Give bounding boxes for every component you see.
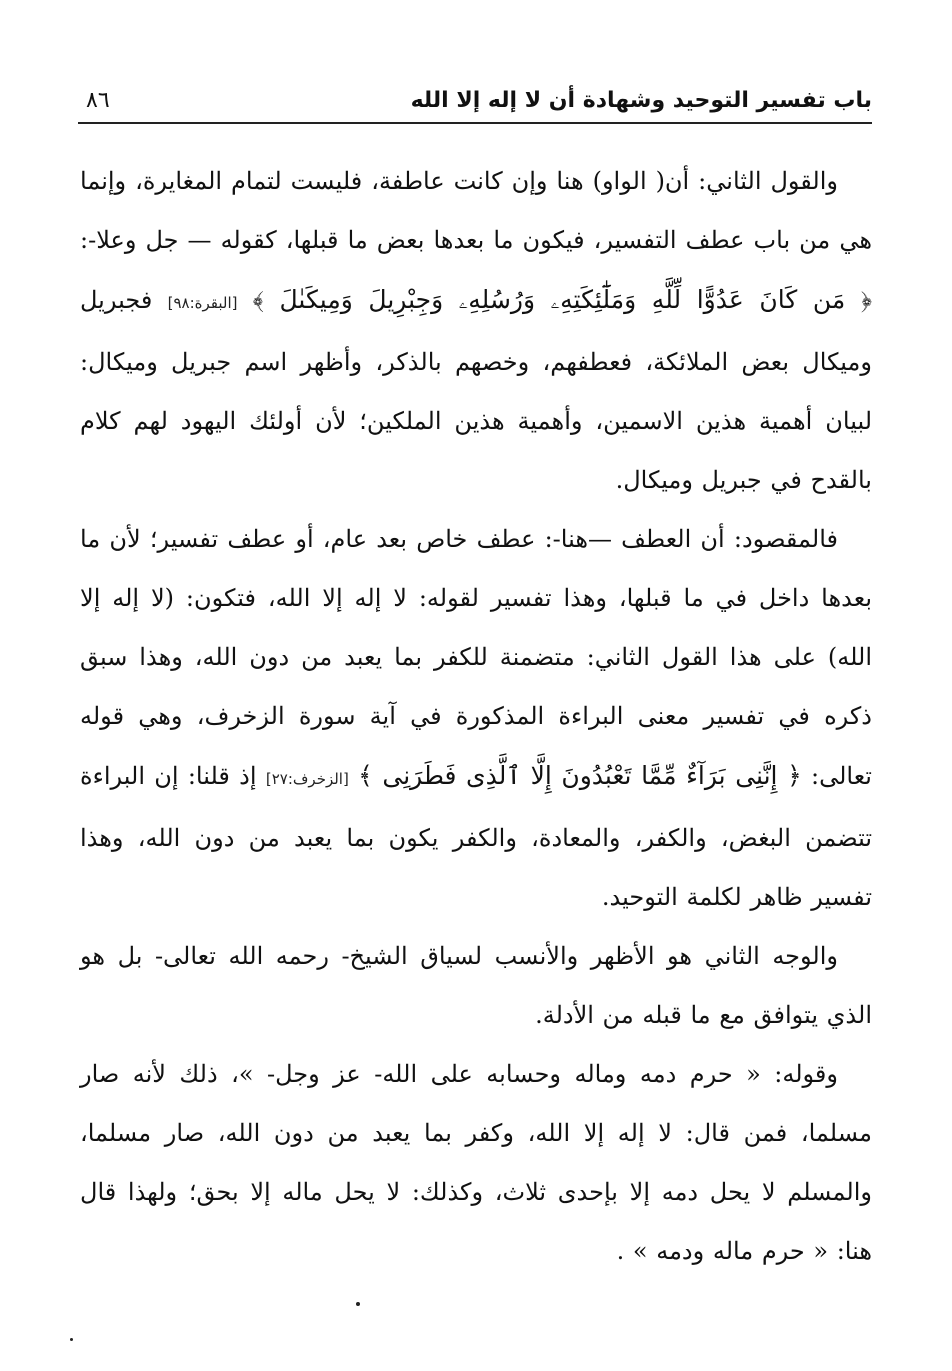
running-header [78, 84, 872, 124]
verse-reference: [البقرة:٩٨] [167, 294, 238, 312]
header-divider [78, 122, 872, 124]
quran-verse-baqarah: ﴿ مَن كَانَ عَدُوًّا لِّلَّهِ وَمَلَٰٓئِكَتِهِۦ وَرُسُلِهِۦ وَجِبْرِيلَ وَمِيكَىٰلَ ﴾ [252, 285, 872, 314]
paragraph-1-text: والقول الثاني: أن( الواو) هنا وإن كانت عاطفة، فليست لتمام المغايرة، وإنما هي من باب عطف التفسير، فيكون ما بعدها بعض ما قبلها، كقوله — جل وعلا-: [80, 167, 872, 254]
paragraph-3: والوجه الثاني هو الأظهر والأنسب لسياق الشيخ- رحمه الله تعالى- بل هو الذي يتوافق مع ما قبله من الأدلة. [80, 942, 872, 1029]
paragraph-1 [80, 152, 872, 510]
scan-speck [70, 1338, 73, 1341]
paragraph-2-continuation: إذ قلنا: إن البراءة تتضمن البغض، والكفر، والمعادة، والكفر يكون بما يعبد من دون الله، وهذا تفسير ظاهر لكلمة التوحيد. [80, 762, 873, 911]
chapter-title: باب تفسير التوحيد وشهادة أن لا إله إلا الله [410, 88, 872, 113]
body-text [80, 152, 872, 1281]
paragraph-1-continuation: فجبريل وميكال بعض الملائكة، فعطفهم، وخصهم بالذكر، وأظهر اسم جبريل وميكال: لبيان أهمية هذين الاسمين، وأهمية هذين الملكين؛ لأن أولئك اليهود لهم كلام بالقدح في جبريل وميكال. [80, 286, 872, 494]
paragraph-2 [80, 510, 872, 927]
quran-verse-zukhruf: ﴿ إِنَّنِى بَرَآءٌ مِّمَّا تَعْبُدُونَ إِلَّا ٱلَّذِى فَطَرَنِى ﴾ [358, 761, 802, 790]
page-number: ٨٦ [86, 88, 110, 113]
paragraph-2-text: فالمقصود: أن العطف —هنا-: عطف خاص بعد عام، أو عطف تفسير؛ لأن ما بعدها داخل في ما قبلها، وهذا تفسير لقوله: لا إله إلا الله، فتكون: (لا إله إلا الله) على هذا القول الثاني: متضمنة للكفر بما يعبد من دون الله، وهذا سبق ذكره في تفسير معنى البراءة المذكورة في آية سورة الزخرف، وهي قوله تعالى: [80, 525, 873, 790]
verse-reference: [الزخرف:٢٧] [265, 770, 349, 788]
scan-speck [356, 1302, 360, 1306]
paragraph-4: وقوله: « حرم دمه وماله وحسابه على الله- عز وجل- »، ذلك لأنه صار مسلما، فمن قال: لا إله إلا الله، وكفر بما يعبد من دون الله، صار مسلما، والمسلم لا يحل دمه إلا بإحدى ثلاث، وكذلك: لا يحل ماله إلا بحق؛ ولهذا قال هنا: « حرم ماله ودمه » . [80, 1060, 872, 1265]
